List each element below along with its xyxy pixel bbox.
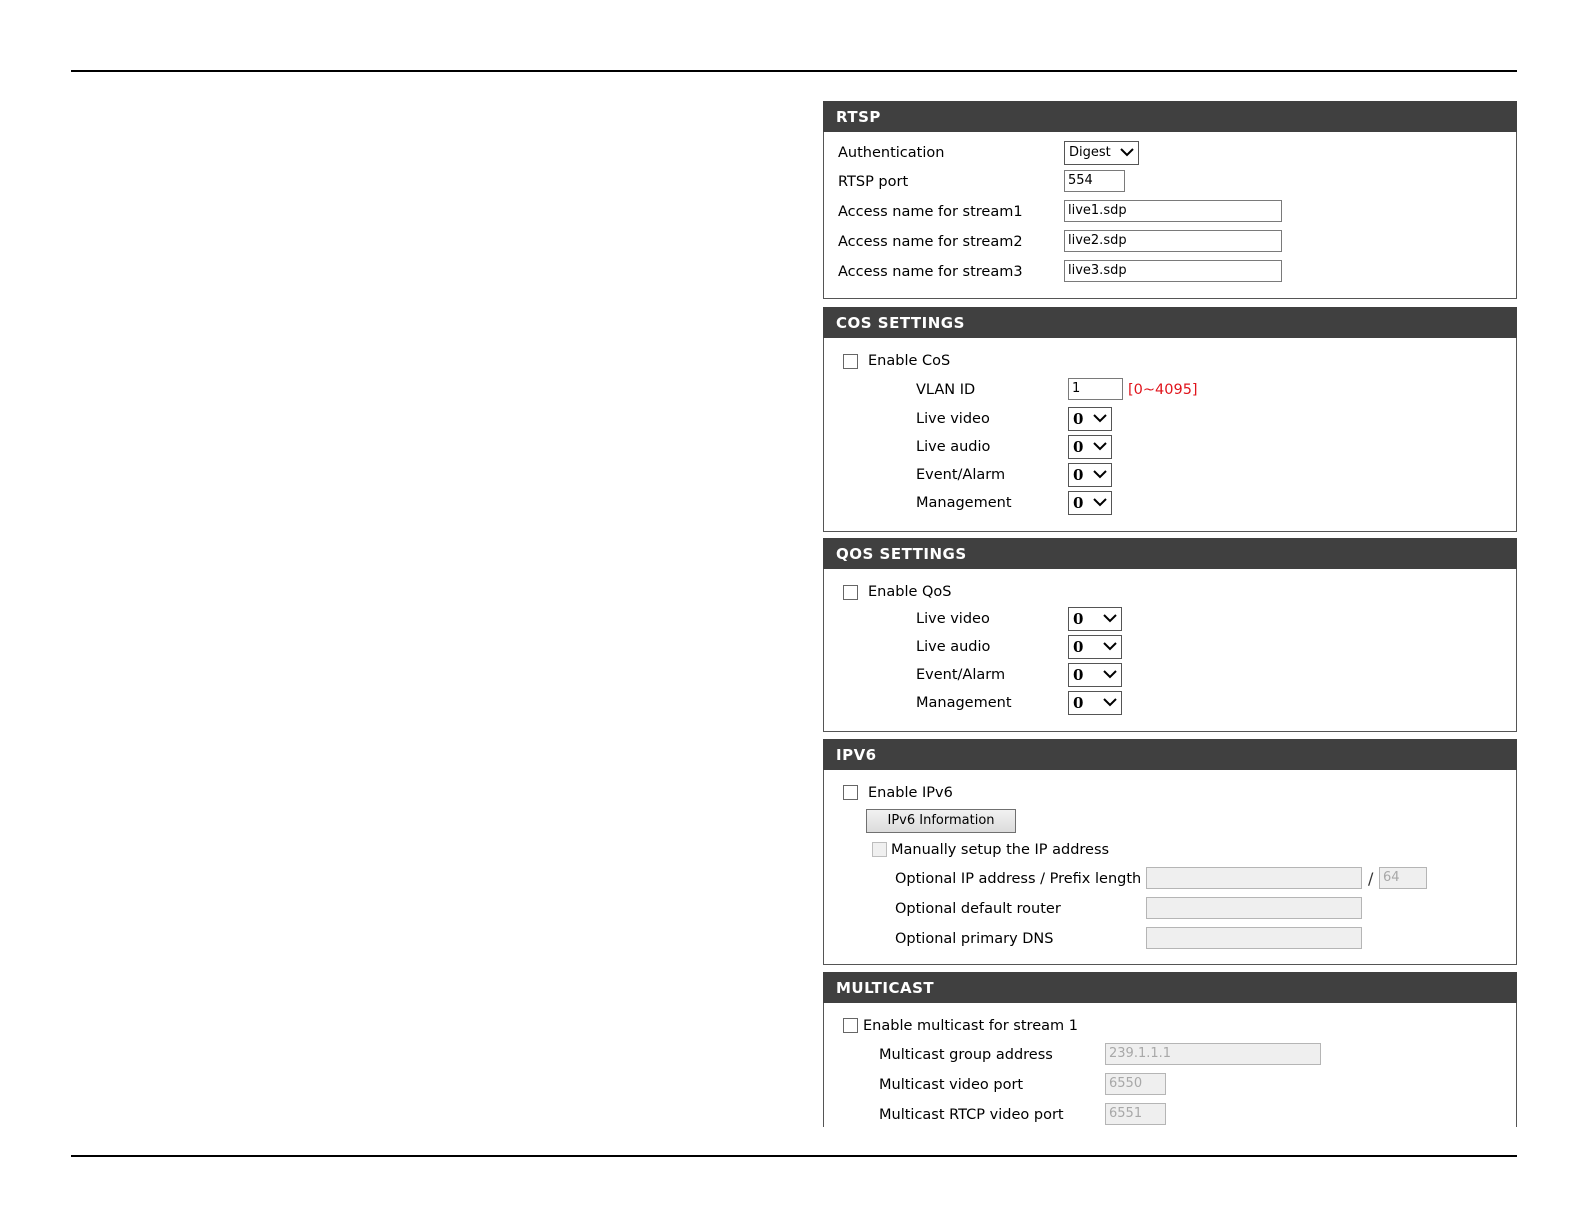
qos-panel (823, 538, 1517, 732)
cos-management-value: 0 (1073, 494, 1084, 512)
qos-title: QOS SETTINGS (823, 538, 1517, 569)
cos-live-audio-label: Live audio (916, 439, 991, 455)
cos-live-video-label: Live video (916, 411, 990, 427)
enable-cos-label: Enable CoS (868, 353, 951, 369)
chevron-down-icon (1093, 467, 1107, 481)
cos-event-label: Event/Alarm (916, 467, 1006, 483)
vlan-range-hint: [0~4095] (1128, 382, 1198, 398)
enable-qos-checkbox[interactable] (843, 585, 858, 600)
cos-event-select[interactable] (1068, 463, 1112, 487)
chevron-down-icon (1103, 639, 1117, 653)
prefix-separator: / (1368, 869, 1374, 888)
chevron-down-icon (1103, 695, 1117, 709)
manual-ip-checkbox[interactable] (872, 842, 887, 857)
multicast-group-label: Multicast group address (879, 1047, 1053, 1063)
cos-live-video-value: 0 (1073, 410, 1084, 428)
stream2-input[interactable]: live2.sdp (1064, 230, 1282, 252)
qos-event-select[interactable] (1068, 663, 1122, 687)
default-router-label: Optional default router (895, 901, 1061, 917)
qos-live-audio-select[interactable] (1068, 635, 1122, 659)
optional-ip-label: Optional IP address / Prefix length (895, 871, 1142, 887)
multicast-video-port-label: Multicast video port (879, 1077, 1024, 1093)
cos-event-value: 0 (1073, 466, 1084, 484)
manual-ip-label: Manually setup the IP address (891, 842, 1110, 858)
enable-multicast-checkbox[interactable] (843, 1018, 858, 1033)
stream3-label: Access name for stream3 (838, 264, 1023, 280)
vlan-id-label: VLAN ID (916, 382, 976, 398)
cos-live-audio-value: 0 (1073, 438, 1084, 456)
bottom-divider (71, 1155, 1517, 1157)
ipv6-panel (823, 739, 1517, 965)
multicast-rtcp-port-input[interactable]: 6551 (1105, 1103, 1166, 1125)
qos-live-audio-value: 0 (1073, 638, 1084, 656)
cos-live-audio-select[interactable] (1068, 435, 1112, 459)
authentication-label: Authentication (838, 145, 945, 161)
multicast-panel (823, 972, 1517, 1127)
multicast-title: MULTICAST (823, 972, 1517, 1003)
ipv6-information-button[interactable]: IPv6 Information (866, 809, 1016, 833)
authentication-select[interactable] (1064, 141, 1139, 165)
stream1-input[interactable]: live1.sdp (1064, 200, 1282, 222)
stream2-label: Access name for stream2 (838, 234, 1023, 250)
rtsp-port-input[interactable]: 554 (1064, 170, 1125, 192)
qos-live-video-select[interactable] (1068, 607, 1122, 631)
rtsp-port-label: RTSP port (838, 174, 909, 190)
qos-management-select[interactable] (1068, 691, 1122, 715)
stream1-label: Access name for stream1 (838, 204, 1023, 220)
chevron-down-icon (1120, 145, 1134, 159)
cos-management-select[interactable] (1068, 491, 1112, 515)
qos-event-label: Event/Alarm (916, 667, 1006, 683)
rtsp-panel (823, 101, 1517, 299)
optional-ip-input[interactable] (1146, 867, 1362, 889)
multicast-video-port-input[interactable]: 6550 (1105, 1073, 1166, 1095)
enable-cos-checkbox[interactable] (843, 354, 858, 369)
chevron-down-icon (1093, 411, 1107, 425)
cos-panel (823, 307, 1517, 532)
qos-live-video-value: 0 (1073, 610, 1084, 628)
rtsp-title: RTSP (823, 101, 1517, 132)
qos-event-value: 0 (1073, 666, 1084, 684)
chevron-down-icon (1093, 439, 1107, 453)
qos-live-audio-label: Live audio (916, 639, 991, 655)
ipv6-title: IPV6 (823, 739, 1517, 770)
vlan-id-input[interactable]: 1 (1068, 378, 1123, 400)
chevron-down-icon (1103, 611, 1117, 625)
cos-management-label: Management (916, 495, 1012, 511)
qos-management-value: 0 (1073, 694, 1084, 712)
cos-live-video-select[interactable] (1068, 407, 1112, 431)
qos-management-label: Management (916, 695, 1012, 711)
default-router-input[interactable] (1146, 897, 1362, 919)
chevron-down-icon (1103, 667, 1117, 681)
top-divider (71, 70, 1517, 72)
enable-ipv6-label: Enable IPv6 (868, 785, 953, 801)
primary-dns-input[interactable] (1146, 927, 1362, 949)
multicast-group-input[interactable]: 239.1.1.1 (1105, 1043, 1321, 1065)
multicast-rtcp-port-label: Multicast RTCP video port (879, 1107, 1064, 1123)
cos-title: COS SETTINGS (823, 307, 1517, 338)
authentication-value: Digest (1069, 145, 1111, 160)
prefix-length-input[interactable]: 64 (1379, 867, 1427, 889)
enable-qos-label: Enable QoS (868, 584, 952, 600)
primary-dns-label: Optional primary DNS (895, 931, 1054, 947)
qos-live-video-label: Live video (916, 611, 990, 627)
chevron-down-icon (1093, 495, 1107, 509)
stream3-input[interactable]: live3.sdp (1064, 260, 1282, 282)
enable-multicast-label: Enable multicast for stream 1 (863, 1018, 1078, 1034)
enable-ipv6-checkbox[interactable] (843, 785, 858, 800)
